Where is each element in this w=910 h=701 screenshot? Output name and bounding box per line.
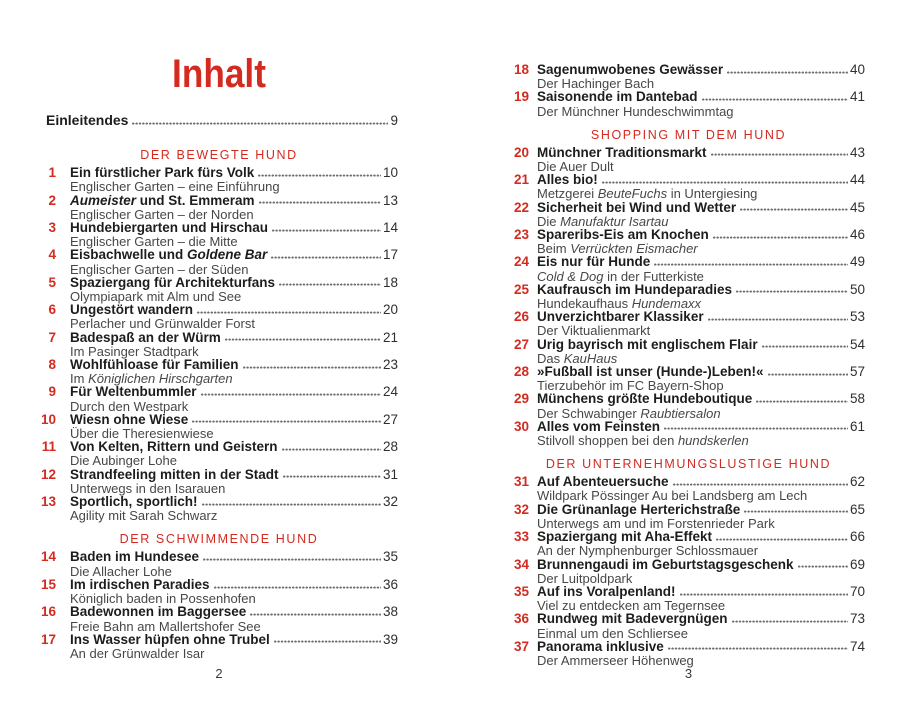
- entry-title-row: [40, 440, 398, 454]
- toc-entry: [40, 331, 398, 358]
- entry-number: 8: [48, 357, 56, 373]
- entry-subtitle: Cold & Dog in der Futterkiste: [537, 268, 704, 284]
- entry-title-row: [512, 63, 865, 77]
- toc-entry: [40, 440, 398, 467]
- toc-section: [512, 63, 865, 118]
- dotted-leader: [762, 345, 848, 348]
- entry-page-number: 66: [849, 529, 865, 545]
- entry-title-row: [512, 558, 865, 572]
- entry-title-row: [40, 605, 398, 619]
- toc-entry: [512, 612, 865, 639]
- toc-entry: [40, 413, 398, 440]
- toc-entry: [40, 303, 398, 330]
- toc-entry: [40, 578, 398, 605]
- entry-number: 14: [40, 549, 56, 565]
- entry-page-number: 31: [382, 466, 398, 482]
- entry-subtitle: Königlich baden in Possenhofen: [70, 591, 256, 607]
- entry-number: 25: [513, 281, 529, 297]
- toc-entry: [40, 385, 398, 412]
- entry-number: 11: [41, 439, 56, 455]
- toc-entry: [40, 550, 398, 577]
- entry-number: 19: [513, 89, 529, 105]
- entry-number: 31: [513, 474, 529, 490]
- entry-title-row: [40, 248, 398, 262]
- dotted-leader: [716, 538, 848, 541]
- entry-title: »Fußball ist unser (Hunde-)Leben!«: [537, 364, 764, 380]
- entry-title: Spaziergang mit Aha-Effekt: [537, 529, 713, 545]
- entry-page-number: 57: [849, 364, 865, 380]
- entry-subtitle: Tierzubehör im FC Bayern-Shop: [537, 378, 724, 394]
- toc-entry: [512, 420, 865, 447]
- toc-entry: [512, 255, 865, 282]
- entry-title: Ins Wasser hüpfen ohne Trubel: [70, 631, 270, 647]
- entry-subtitle: Olympiapark mit Alm und See: [70, 289, 242, 305]
- toc-entry: [512, 585, 865, 612]
- entry-subtitle: Die Allacher Lohe: [70, 563, 172, 579]
- entry-number: 34: [513, 556, 529, 572]
- entry-number: 16: [40, 604, 56, 620]
- entry-title: Alles bio!: [537, 172, 598, 188]
- entry-title: Auf ins Voralpenland!: [537, 583, 676, 599]
- entry-title-row: [512, 255, 865, 269]
- entry-title-row: [512, 420, 865, 434]
- entry-subtitle: An der Grünwalder Isar: [70, 645, 205, 661]
- toc-entry: [40, 633, 398, 660]
- entry-number: 32: [513, 501, 529, 517]
- entry-subtitle: Beim Verrückten Eismacher: [537, 241, 698, 257]
- entry-title: Münchens größte Hundeboutique: [537, 391, 753, 407]
- entry-page-number: 40: [849, 62, 865, 77]
- toc-entry: [512, 503, 865, 530]
- entry-page-number: 58: [849, 391, 865, 407]
- dotted-leader: [274, 640, 381, 643]
- entry-number: 17: [40, 631, 56, 647]
- entry-title-row: [512, 530, 865, 544]
- entry-title: Von Kelten, Rittern und Geistern: [70, 439, 278, 455]
- page-number-left: 2: [215, 666, 223, 681]
- entry-page-number: 36: [382, 576, 398, 592]
- entry-title-row: [512, 146, 865, 160]
- entry-page-number: 62: [849, 474, 865, 490]
- toc-section: [512, 457, 865, 667]
- entry-subtitle: Freie Bahn am Mallertshofer See: [70, 618, 261, 634]
- toc-entry: [40, 468, 398, 495]
- dotted-leader: [259, 201, 381, 204]
- intro-entry: [40, 113, 398, 128]
- intro-page-number: 9: [390, 113, 398, 128]
- entry-page-number: 46: [849, 227, 865, 243]
- entry-number: 33: [513, 529, 529, 545]
- dotted-leader: [664, 427, 848, 430]
- dotted-leader: [768, 373, 848, 376]
- entry-page-number: 54: [849, 336, 865, 352]
- right-page-sections: [512, 0, 865, 667]
- entry-title-row: [512, 90, 865, 104]
- entry-number: 10: [40, 411, 56, 427]
- entry-page-number: 70: [849, 583, 865, 599]
- entry-title-row: [512, 612, 865, 626]
- toc-entry: [512, 640, 865, 667]
- entry-subtitle: Der Schwabinger Raubtiersalon: [537, 405, 721, 421]
- entry-number: 13: [40, 494, 56, 510]
- entry-subtitle: Englischer Garten – der Süden: [70, 261, 249, 277]
- entry-number: 22: [513, 199, 529, 215]
- entry-subtitle: Im Königlichen Hirschgarten: [70, 371, 233, 387]
- entry-title-row: [40, 385, 398, 399]
- dotted-leader: [258, 174, 381, 177]
- entry-page-number: 13: [382, 192, 398, 208]
- entry-title-row: [40, 166, 398, 180]
- entry-number: 29: [513, 391, 529, 407]
- toc-entry: [512, 530, 865, 557]
- toc-section: [40, 148, 398, 522]
- toc-page-left: [40, 0, 398, 701]
- toc-section: [40, 532, 398, 660]
- entry-number: 15: [40, 576, 56, 592]
- entry-page-number: 50: [849, 281, 865, 297]
- entry-title-row: [512, 585, 865, 599]
- entry-page-number: 27: [382, 411, 398, 427]
- toc-entry: [512, 310, 865, 337]
- entry-title-row: [512, 640, 865, 654]
- entry-title: Saisonende im Dantebad: [537, 89, 698, 105]
- toc-entry: [512, 201, 865, 228]
- entry-title: Kaufrausch im Hundeparadies: [537, 281, 733, 297]
- entry-title-row: [40, 495, 398, 509]
- entry-title: Brunnengaudi im Geburtstagsgeschenk: [537, 556, 794, 572]
- entry-title: Ein fürstlicher Park fürs Volk: [70, 165, 255, 181]
- entry-title: Panorama inklusive: [537, 638, 664, 654]
- dotted-leader: [732, 620, 848, 623]
- toc-entry: [512, 63, 865, 90]
- entry-subtitle: Perlacher und Grünwalder Forst: [70, 316, 255, 332]
- left-page-sections: [40, 148, 398, 660]
- entry-number: 9: [48, 384, 56, 400]
- entry-title: Eisbachwelle und Goldene Bar: [70, 247, 268, 263]
- entry-title: Spareribs-Eis am Knochen: [537, 227, 709, 243]
- dotted-leader: [201, 393, 381, 396]
- section-heading: DER SCHWIMMENDE HUND: [119, 532, 319, 547]
- entry-title: Unverzichtbarer Klassiker: [537, 309, 704, 325]
- entry-page-number: 18: [382, 274, 398, 290]
- entry-subtitle: Das KauHaus: [537, 350, 618, 366]
- entry-title: Sportlich, sportlich!: [70, 494, 198, 510]
- dotted-leader: [702, 98, 848, 101]
- dotted-leader: [708, 318, 848, 321]
- toc-entry: [40, 221, 398, 248]
- entry-subtitle: Stilvoll shoppen bei den hundskerlen: [537, 433, 749, 449]
- entry-subtitle: An der Nymphenburger Schlossmauer: [537, 543, 759, 559]
- entry-number: 24: [513, 254, 529, 270]
- entry-number: 3: [48, 220, 56, 236]
- dotted-leader: [711, 153, 848, 156]
- entry-page-number: 45: [849, 199, 865, 215]
- entry-page-number: 23: [382, 357, 398, 373]
- dotted-leader: [271, 256, 381, 259]
- dotted-leader: [602, 181, 848, 184]
- entry-title: Die Grünanlage Herterichstraße: [537, 501, 741, 517]
- entry-page-number: 73: [849, 611, 865, 627]
- entry-number: 5: [48, 274, 56, 290]
- toc-entry: [40, 495, 398, 522]
- entry-title-row: [40, 550, 398, 564]
- entry-title-row: [40, 276, 398, 290]
- entry-page-number: 61: [849, 418, 865, 434]
- entry-number: 26: [513, 309, 529, 325]
- dotted-leader: [680, 593, 848, 596]
- dotted-leader: [713, 236, 848, 239]
- entry-page-number: 32: [382, 494, 398, 510]
- dotted-leader: [756, 400, 848, 403]
- entry-subtitle: Hundekaufhaus Hundemaxx: [537, 296, 702, 312]
- entry-subtitle: Viel zu entdecken am Tegernsee: [537, 598, 726, 614]
- toc-entry: [40, 194, 398, 221]
- entry-title: Strandfeeling mitten in der Stadt: [70, 466, 279, 482]
- entry-subtitle: Unterwegs in den Isarauen: [70, 480, 226, 496]
- entry-page-number: 41: [849, 89, 865, 105]
- toc-page-right: [512, 0, 865, 701]
- entry-title: Badewonnen im Baggersee: [70, 604, 247, 620]
- entry-page-number: 49: [849, 254, 865, 270]
- toc-entry: [512, 173, 865, 200]
- intro-label: Einleitendes: [46, 112, 129, 128]
- entry-subtitle: Im Pasinger Stadtpark: [70, 343, 199, 359]
- dotted-leader: [744, 510, 848, 513]
- entry-page-number: 21: [382, 329, 398, 345]
- entry-subtitle: Wildpark Pössinger Au bei Landsberg am Lech: [537, 488, 808, 504]
- dotted-leader: [272, 229, 381, 232]
- dotted-leader: [736, 290, 848, 293]
- entry-title-row: [40, 413, 398, 427]
- entry-number: 21: [513, 172, 529, 188]
- entry-title: Eis nur für Hunde: [537, 254, 651, 270]
- entry-subtitle: Einmal um den Schliersee: [537, 625, 689, 641]
- entry-page-number: 10: [382, 165, 398, 181]
- entry-subtitle: Englischer Garten – die Mitte: [70, 234, 238, 250]
- entry-page-number: 53: [849, 309, 865, 325]
- toc-entry: [40, 605, 398, 632]
- dotted-leader: [214, 586, 381, 589]
- dotted-leader: [673, 483, 848, 486]
- toc-entry: [512, 392, 865, 419]
- entry-title: Rundweg mit Badevergnügen: [537, 611, 728, 627]
- dotted-leader: [654, 263, 848, 266]
- entry-number: 4: [48, 247, 56, 263]
- entry-number: 37: [513, 638, 529, 654]
- entry-number: 27: [513, 336, 529, 352]
- entry-number: 35: [513, 583, 529, 599]
- entry-number: 6: [48, 302, 56, 318]
- entry-subtitle: Metzgerei BeuteFuchs in Untergiesing: [537, 186, 758, 202]
- entry-number: 12: [40, 466, 56, 482]
- toc-entry: [512, 283, 865, 310]
- entry-page-number: 38: [382, 604, 398, 620]
- toc-entry: [512, 558, 865, 585]
- page-number-right: 3: [684, 666, 693, 681]
- toc-entry: [512, 146, 865, 173]
- entry-subtitle: Der Viktualienmarkt: [537, 323, 651, 339]
- entry-page-number: 24: [382, 384, 398, 400]
- dotted-leader: [243, 366, 381, 369]
- toc-entry: [40, 166, 398, 193]
- section-heading: DER BEWEGTE HUND: [140, 148, 298, 163]
- toc-entry: [512, 338, 865, 365]
- entry-subtitle: Der Münchner Hundeschwimmtag: [537, 103, 734, 119]
- entry-subtitle: Die Manufaktur Isartau: [537, 213, 669, 229]
- entry-title-row: [512, 475, 865, 489]
- entry-title-row: [40, 358, 398, 372]
- entry-title: Im irdischen Paradies: [70, 576, 210, 592]
- entry-title-row: [512, 228, 865, 242]
- entry-page-number: 17: [382, 247, 398, 263]
- entry-title: Baden im Hundesee: [70, 549, 200, 565]
- entry-subtitle: Über die Theresienwiese: [70, 426, 214, 442]
- entry-title: Für Weltenbummler: [70, 384, 197, 400]
- entry-page-number: 35: [382, 549, 398, 565]
- dotted-leader: [203, 558, 381, 561]
- entry-subtitle: Durch den Westpark: [70, 398, 189, 414]
- dotted-leader: [668, 647, 848, 650]
- dotted-leader: [798, 565, 848, 568]
- entry-title: Münchner Traditionsmarkt: [537, 144, 707, 160]
- entry-title-row: [512, 201, 865, 215]
- dotted-leader: [225, 338, 381, 341]
- toc-entry: [40, 248, 398, 275]
- dotted-leader: [279, 283, 381, 286]
- entry-title-row: [40, 331, 398, 345]
- entry-number: 23: [513, 227, 529, 243]
- entry-title-row: [512, 365, 865, 379]
- entry-title-row: [512, 173, 865, 187]
- entry-title: Urig bayrisch mit englischem Flair: [537, 336, 758, 352]
- entry-title-row: [512, 392, 865, 406]
- entry-page-number: 14: [382, 220, 398, 236]
- entry-title-row: [40, 194, 398, 208]
- entry-number: 18: [513, 62, 529, 77]
- entry-title: Wiesn ohne Wiese: [70, 411, 189, 427]
- toc-entry: [512, 365, 865, 392]
- entry-title: Spaziergang für Architekturfans: [70, 274, 276, 290]
- toc-entry: [40, 358, 398, 385]
- dotted-leader: [740, 208, 848, 211]
- entry-subtitle: Unterwegs am und im Forstenrieder Park: [537, 515, 775, 531]
- entry-title: Badespaß an der Würm: [70, 329, 221, 345]
- entry-page-number: 74: [849, 638, 865, 654]
- entry-title: Sagenumwobenes Gewässer: [537, 62, 724, 77]
- entry-title-row: [512, 503, 865, 517]
- entry-subtitle: Englischer Garten – eine Einführung: [70, 179, 280, 195]
- dotted-leader: [727, 71, 848, 74]
- entry-page-number: 44: [849, 172, 865, 188]
- entry-page-number: 65: [849, 501, 865, 517]
- dotted-leader: [283, 475, 381, 478]
- entry-title: Alles vom Feinsten: [537, 418, 661, 434]
- dotted-leader: [192, 420, 381, 423]
- entry-title: Hundebiergarten und Hirschau: [70, 220, 269, 236]
- entry-title-row: [512, 338, 865, 352]
- entry-title-row: [40, 578, 398, 592]
- entry-page-number: 39: [382, 631, 398, 647]
- dotted-leader: [282, 448, 381, 451]
- entry-title: Ungestört wandern: [70, 302, 194, 318]
- entry-number: 20: [513, 144, 529, 160]
- entry-number: 30: [513, 418, 529, 434]
- entry-subtitle: Agility mit Sarah Schwarz: [70, 508, 218, 524]
- section-heading: DER UNTERNEHMUNGSLUSTIGE HUND: [545, 457, 832, 472]
- dotted-leader: [132, 122, 388, 125]
- entry-number: 28: [513, 364, 529, 380]
- toc-entry: [40, 276, 398, 303]
- entry-page-number: 69: [849, 556, 865, 572]
- entry-title-row: [40, 303, 398, 317]
- entry-title-row: [40, 633, 398, 647]
- entry-subtitle: Der Ammerseer Höhenweg: [537, 652, 694, 668]
- section-heading: SHOPPING MIT DEM HUND: [590, 127, 787, 142]
- entry-page-number: 20: [382, 302, 398, 318]
- dotted-leader: [250, 613, 381, 616]
- dotted-leader: [202, 503, 381, 506]
- entry-subtitle: Die Auer Dult: [537, 159, 614, 175]
- entry-number: 7: [48, 329, 56, 345]
- entry-title: Auf Abenteuersuche: [537, 474, 669, 490]
- entry-title-row: [512, 310, 865, 324]
- entry-subtitle: Der Hachinger Bach: [537, 76, 655, 92]
- entry-title-row: [512, 283, 865, 297]
- dotted-leader: [197, 311, 381, 314]
- toc-entry: [512, 475, 865, 502]
- entry-title: Wohlfühloase für Familien: [70, 357, 239, 373]
- entry-page-number: 28: [382, 439, 398, 455]
- entry-subtitle: Der Luitpoldpark: [537, 570, 633, 586]
- toc-title: Inhalt: [172, 52, 266, 96]
- entry-title: Aumeister und St. Emmeram: [70, 192, 255, 208]
- toc-section: [512, 128, 865, 447]
- entry-subtitle: Englischer Garten – der Norden: [70, 206, 254, 222]
- entry-subtitle: Die Aubinger Lohe: [70, 453, 177, 469]
- entry-title-row: [40, 221, 398, 235]
- entry-page-number: 43: [849, 144, 865, 160]
- entry-number: 1: [48, 165, 56, 181]
- toc-entry: [512, 90, 865, 117]
- entry-number: 2: [48, 192, 56, 208]
- entry-number: 36: [513, 611, 529, 627]
- entry-title: Sicherheit bei Wind und Wetter: [537, 199, 737, 215]
- toc-entry: [512, 228, 865, 255]
- entry-title-row: [40, 468, 398, 482]
